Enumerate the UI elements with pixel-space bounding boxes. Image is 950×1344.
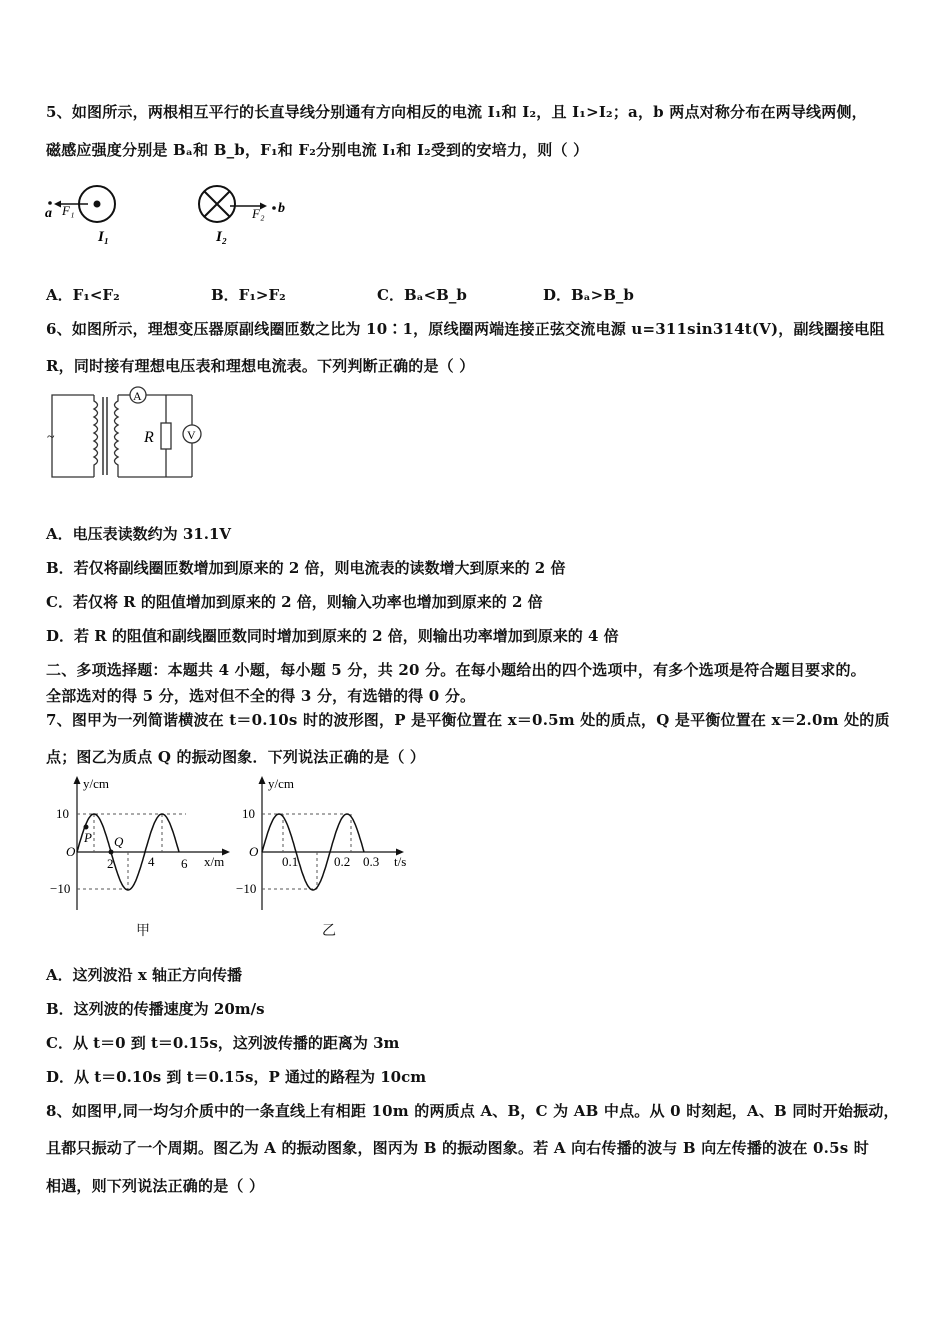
section2-line1: 二、多项选择题：本题共 4 小题，每小题 5 分，共 20 分。在每小题给出的四个选项中，有多个选项是符合题目要求的。 — [46, 661, 866, 679]
point-q-dot — [109, 850, 114, 855]
origin-label: O — [66, 844, 76, 859]
y-tick-10: 10 — [56, 806, 69, 821]
y-axis-label: y/cm — [268, 776, 294, 791]
resistor-label: R — [144, 429, 154, 446]
label-b: b — [278, 201, 285, 216]
q5-option-c: C．Bₐ<B_b — [377, 286, 467, 304]
q7-line2: 点；图乙为质点 Q 的振动图象．下列说法正确的是（ ） — [46, 748, 426, 766]
q5-figure — [40, 180, 300, 250]
current-out-dot-icon — [94, 201, 101, 208]
point-b-dot — [272, 206, 276, 210]
q8-line3: 相遇，则下列说法正确的是（ ） — [46, 1177, 265, 1195]
y-axis-label: y/cm — [83, 776, 109, 791]
q5-line1: 5、如图所示，两根相互平行的长直导线分别通有方向相反的电流 I₁和 I₂，且 I₁>I₂；a，b 两点对称分布在两导线两侧， — [46, 103, 867, 121]
label-a: a — [45, 206, 52, 221]
q6-option-c: C．若仅将 R 的阻值增加到原来的 2 倍，则输入功率也增加到原来的 2 倍 — [46, 593, 543, 611]
q8-line2: 且都只振动了一个周期。图乙为 A 的振动图象，图丙为 B 的振动图象。若 A 向右传播的波与 B 向左传播的波在 0.5s 时 — [46, 1139, 870, 1157]
resistor-icon — [161, 423, 171, 449]
y-tick-neg10: −10 — [236, 881, 257, 896]
q7-option-b: B．这列波的传播速度为 20m/s — [46, 1000, 265, 1018]
q7-option-a: A．这列波沿 x 轴正方向传播 — [46, 966, 243, 984]
label-f1: F₁ — [62, 203, 75, 218]
q8-line1: 8、如图甲,同一均匀介质中的一条直线上有相距 10m 的两质点 A、B，C 为 AB 中点。从 0 时刻起，A、B 同时开始振动， — [46, 1102, 899, 1120]
x-tick-6: 6 — [181, 856, 188, 871]
ac-source-icon: ~ — [47, 430, 55, 445]
q5-option-b: B．F₁>F₂ — [211, 286, 286, 304]
primary-wire — [52, 395, 94, 477]
t-tick-0.2: 0.2 — [334, 854, 351, 869]
x-axis-label: x/m — [204, 854, 225, 869]
q6-option-b: B．若仅将副线圈匝数增加到原来的 2 倍，则电流表的读数增大到原来的 2 倍 — [46, 559, 566, 577]
t-tick-0.1: 0.1 — [282, 854, 299, 869]
section2-line2: 全部选对的得 5 分，选对但不全的得 3 分，有选错的得 0 分。 — [46, 687, 476, 705]
q6-line1: 6、如图所示，理想变压器原副线圈匝数之比为 10∶1，原线圈两端连接正弦交流电源 u=311sin314t(V)，副线圈接电阻 — [46, 320, 885, 338]
q7-line1: 7、图甲为一列简谐横波在 t＝0.10s 时的波形图，P 是平衡位置在 x＝0.5m 处的质点，Q 是平衡位置在 x＝2.0m 处的质 — [46, 711, 890, 729]
y-tick-10: 10 — [242, 806, 255, 821]
y-tick-neg10: −10 — [50, 881, 71, 896]
graph-jia-caption: 甲 — [136, 923, 150, 939]
q6-option-d: D．若 R 的阻值和副线圈匝数同时增加到原来的 2 倍，则输出功率增加到原来的 4 倍 — [46, 627, 619, 645]
label-i2: I₂ — [216, 229, 228, 245]
x-tick-4: 4 — [148, 854, 155, 869]
q6-line2: R，同时接有理想电压表和理想电流表。下列判断正确的是（ ） — [46, 357, 475, 375]
q6-circuit — [44, 385, 214, 485]
x-tick-2: 2 — [107, 856, 114, 871]
point-p-dot — [84, 825, 89, 830]
point-q-label: Q — [114, 834, 124, 849]
voltmeter-label: V — [187, 428, 196, 442]
q6-option-a: A．电压表读数约为 31.1V — [46, 525, 232, 543]
label-f2: F₂ — [252, 206, 265, 221]
force-f1-arrowhead — [54, 201, 61, 208]
primary-coil-icon — [94, 395, 98, 477]
point-p-label: P — [84, 830, 92, 845]
q5-option-d: D．Bₐ>B_b — [543, 286, 634, 304]
t-axis-label: t/s — [394, 854, 407, 869]
ammeter-label: A — [133, 389, 142, 403]
label-i1: I₁ — [98, 229, 110, 245]
q5-line2: 磁感应强度分别是 Bₐ和 B_b，F₁和 F₂分别电流 I₁和 I₂受到的安培力，则（ ） — [46, 141, 589, 159]
wave-graph-jia — [40, 770, 240, 915]
secondary-coil-icon — [115, 395, 119, 477]
vibration-graph-yi — [236, 770, 426, 915]
t-tick-0.3: 0.3 — [363, 854, 380, 869]
graph-yi-caption: 乙 — [322, 923, 336, 939]
origin-label: O — [249, 844, 259, 859]
q5-option-a: A．F₁<F₂ — [46, 286, 120, 304]
q7-option-c: C．从 t＝0 到 t＝0.15s，这列波传播的距离为 3m — [46, 1034, 400, 1052]
point-a-dot — [48, 201, 52, 205]
q7-option-d: D．从 t＝0.10s 到 t＝0.15s，P 通过的路程为 10cm — [46, 1068, 427, 1086]
